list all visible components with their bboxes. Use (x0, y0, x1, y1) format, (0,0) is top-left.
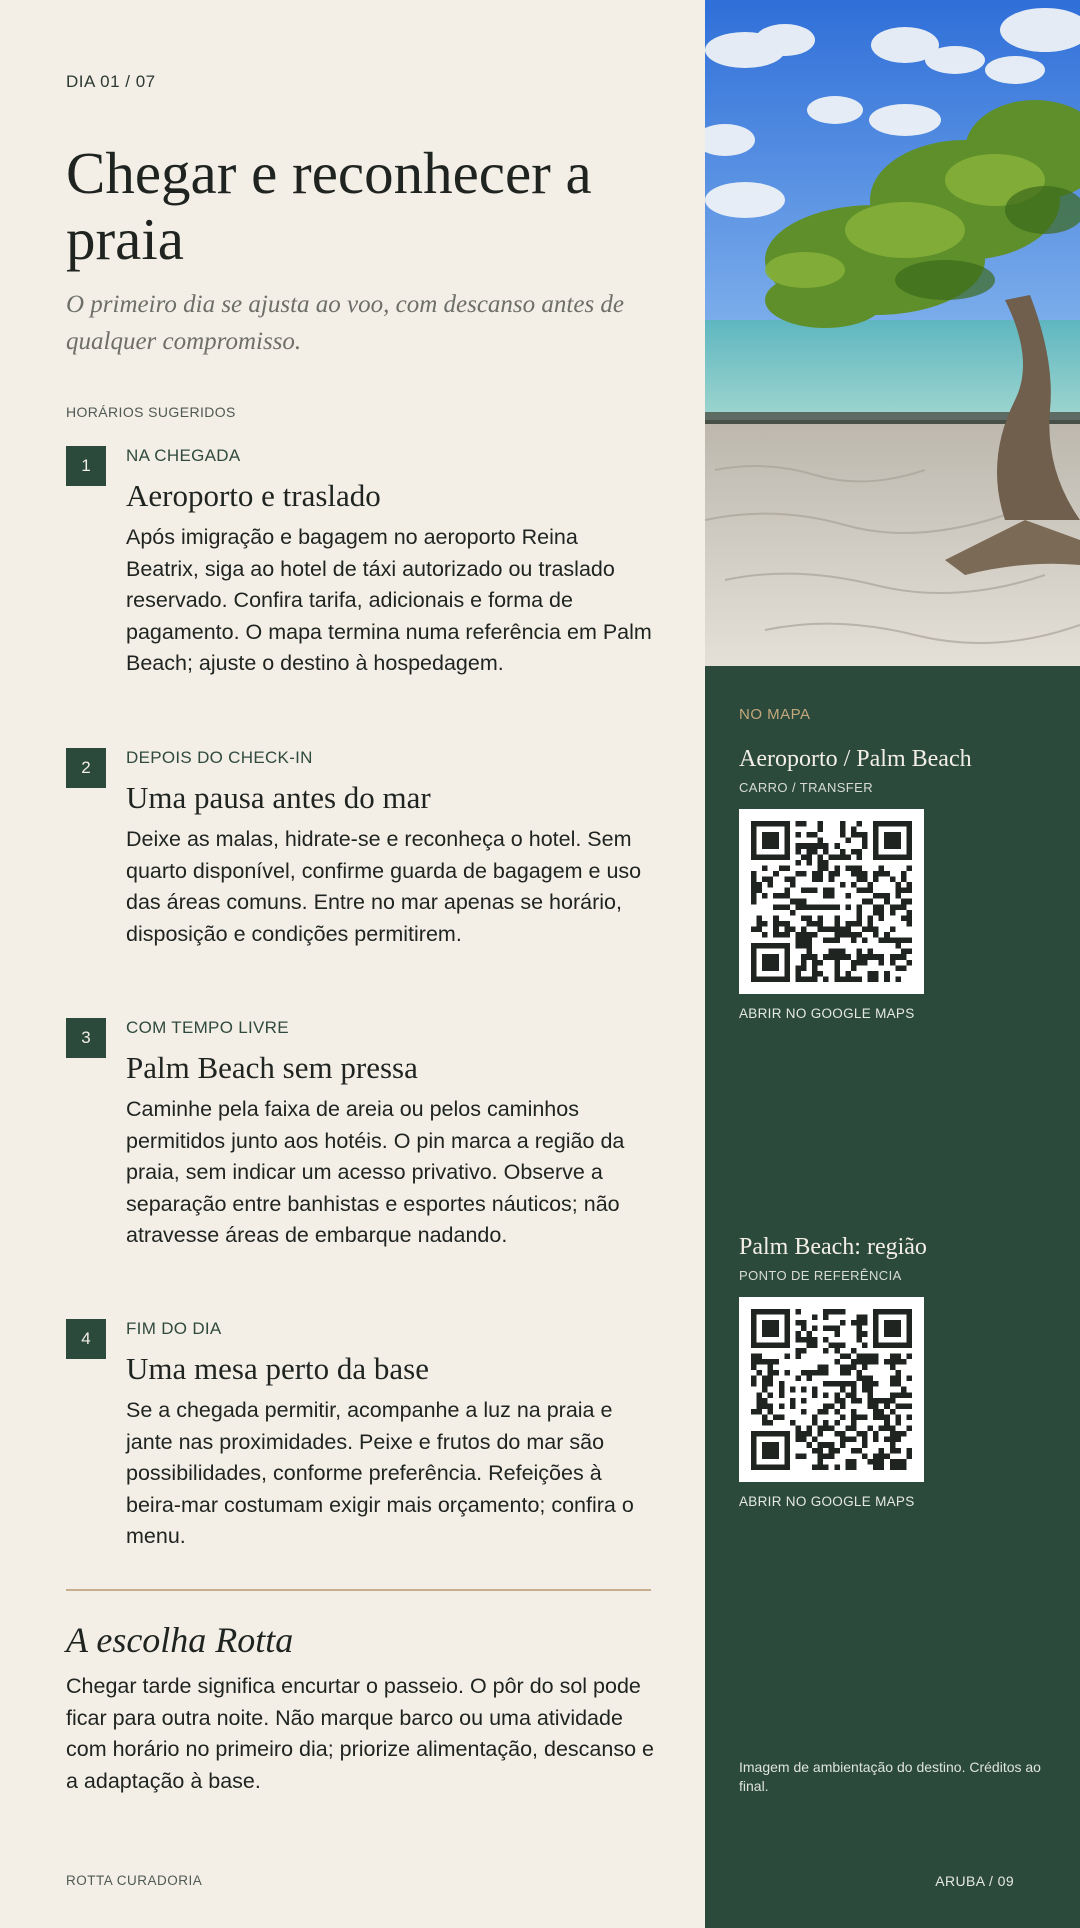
step-body (126, 1018, 656, 1252)
map-item-title: Palm Beach: região (739, 1234, 927, 1260)
step-kicker: DEPOIS DO CHECK-IN (126, 748, 313, 767)
step-number-badge: 4 (66, 1319, 106, 1359)
map-item-subtitle: CARRO / TRANSFER (739, 780, 874, 795)
step-body (126, 748, 656, 950)
step-number-badge: 2 (66, 748, 106, 788)
divi-tree-beach-image (705, 0, 1080, 666)
step-number-badge: 3 (66, 1018, 106, 1058)
step-body (126, 446, 656, 680)
map-item-title: Aeroporto / Palm Beach (739, 746, 972, 772)
day-label: DIA 01 / 07 (66, 72, 156, 91)
page-subtitle: O primeiro dia se ajusta ao voo, com descanso antes de qualquer compromisso. (66, 291, 625, 355)
step-kicker: COM TEMPO LIVRE (126, 1018, 289, 1037)
destination-photo (705, 0, 1080, 666)
step-heading: Uma mesa perto da base (126, 1351, 429, 1386)
step-heading: Uma pausa antes do mar (126, 780, 431, 815)
footer-page-number: ARUBA / 09 (935, 1873, 1014, 1889)
step-heading: Aeroporto e traslado (126, 478, 381, 513)
footer-brand: ROTTA CURADORIA (66, 1873, 203, 1888)
step-text: Deixe as malas, hidrate-se e reconheça o hotel. Sem quarto disponível, confirme guarda de bagagem e uso das áreas comuns. Entre no mar apenas se horário, disposição e condições permitirem. (126, 827, 642, 946)
step-body (126, 1319, 656, 1553)
qr-code[interactable] (739, 809, 924, 994)
qr-code[interactable] (739, 1297, 924, 1482)
step-text: Se a chegada permitir, acompanhe a luz na praia e jante nas proximidades. Peixe e frutos do mar são possibilidades, conforme preferência. Refeições à beira-mar costumam exigir mais orçamento; confira o menu. (126, 1398, 634, 1548)
map-item-airport (739, 744, 1059, 1021)
step-number-badge: 1 (66, 446, 106, 486)
step-kicker: FIM DO DIA (126, 1319, 222, 1338)
step-kicker: NA CHEGADA (126, 446, 241, 465)
open-google-maps-link[interactable]: ABRIR NO GOOGLE MAPS (739, 1494, 915, 1509)
qr-code-image (751, 821, 912, 982)
qr-code-image (751, 1309, 912, 1470)
step-text: Após imigração e bagagem no aeroporto Reina Beatrix, siga ao hotel de táxi autorizado ou traslado reservado. Confira tarifa, adicionais e forma de pagamento. O mapa termina numa referência em Palm Beach; ajuste o destino à hospedagem. (126, 525, 652, 675)
map-item-subtitle: PONTO DE REFERÊNCIA (739, 1268, 902, 1283)
section-divider (66, 1589, 651, 1591)
map-kicker: NO MAPA (739, 706, 811, 723)
choice-text: Chegar tarde significa encurtar o passeio. O pôr do sol pode ficar para outra noite. Não marque barco ou uma atividade com horário no primeiro dia; priorize alimentação, descanso e a adaptação à base. (66, 1674, 654, 1793)
schedule-label: HORÁRIOS SUGERIDOS (66, 404, 236, 420)
step-text: Caminhe pela faixa de areia ou pelos caminhos permitidos junto aos hotéis. O pin marca a região da praia, sem indicar um acesso privativo. Observe a separação entre banhistas e esportes náuticos; não atravesse áreas de embarque nadando. (126, 1097, 625, 1247)
open-google-maps-link[interactable]: ABRIR NO GOOGLE MAPS (739, 1006, 915, 1021)
map-item-palm-beach (739, 1232, 1059, 1509)
choice-title: A escolha Rotta (66, 1620, 294, 1660)
page-title: Chegar e reconhecer a praia (66, 140, 592, 272)
step-heading: Palm Beach sem pressa (126, 1050, 418, 1085)
map-panel (705, 0, 1080, 1928)
image-credit: Imagem de ambientação do destino. Créditos ao final. (739, 1759, 1041, 1794)
